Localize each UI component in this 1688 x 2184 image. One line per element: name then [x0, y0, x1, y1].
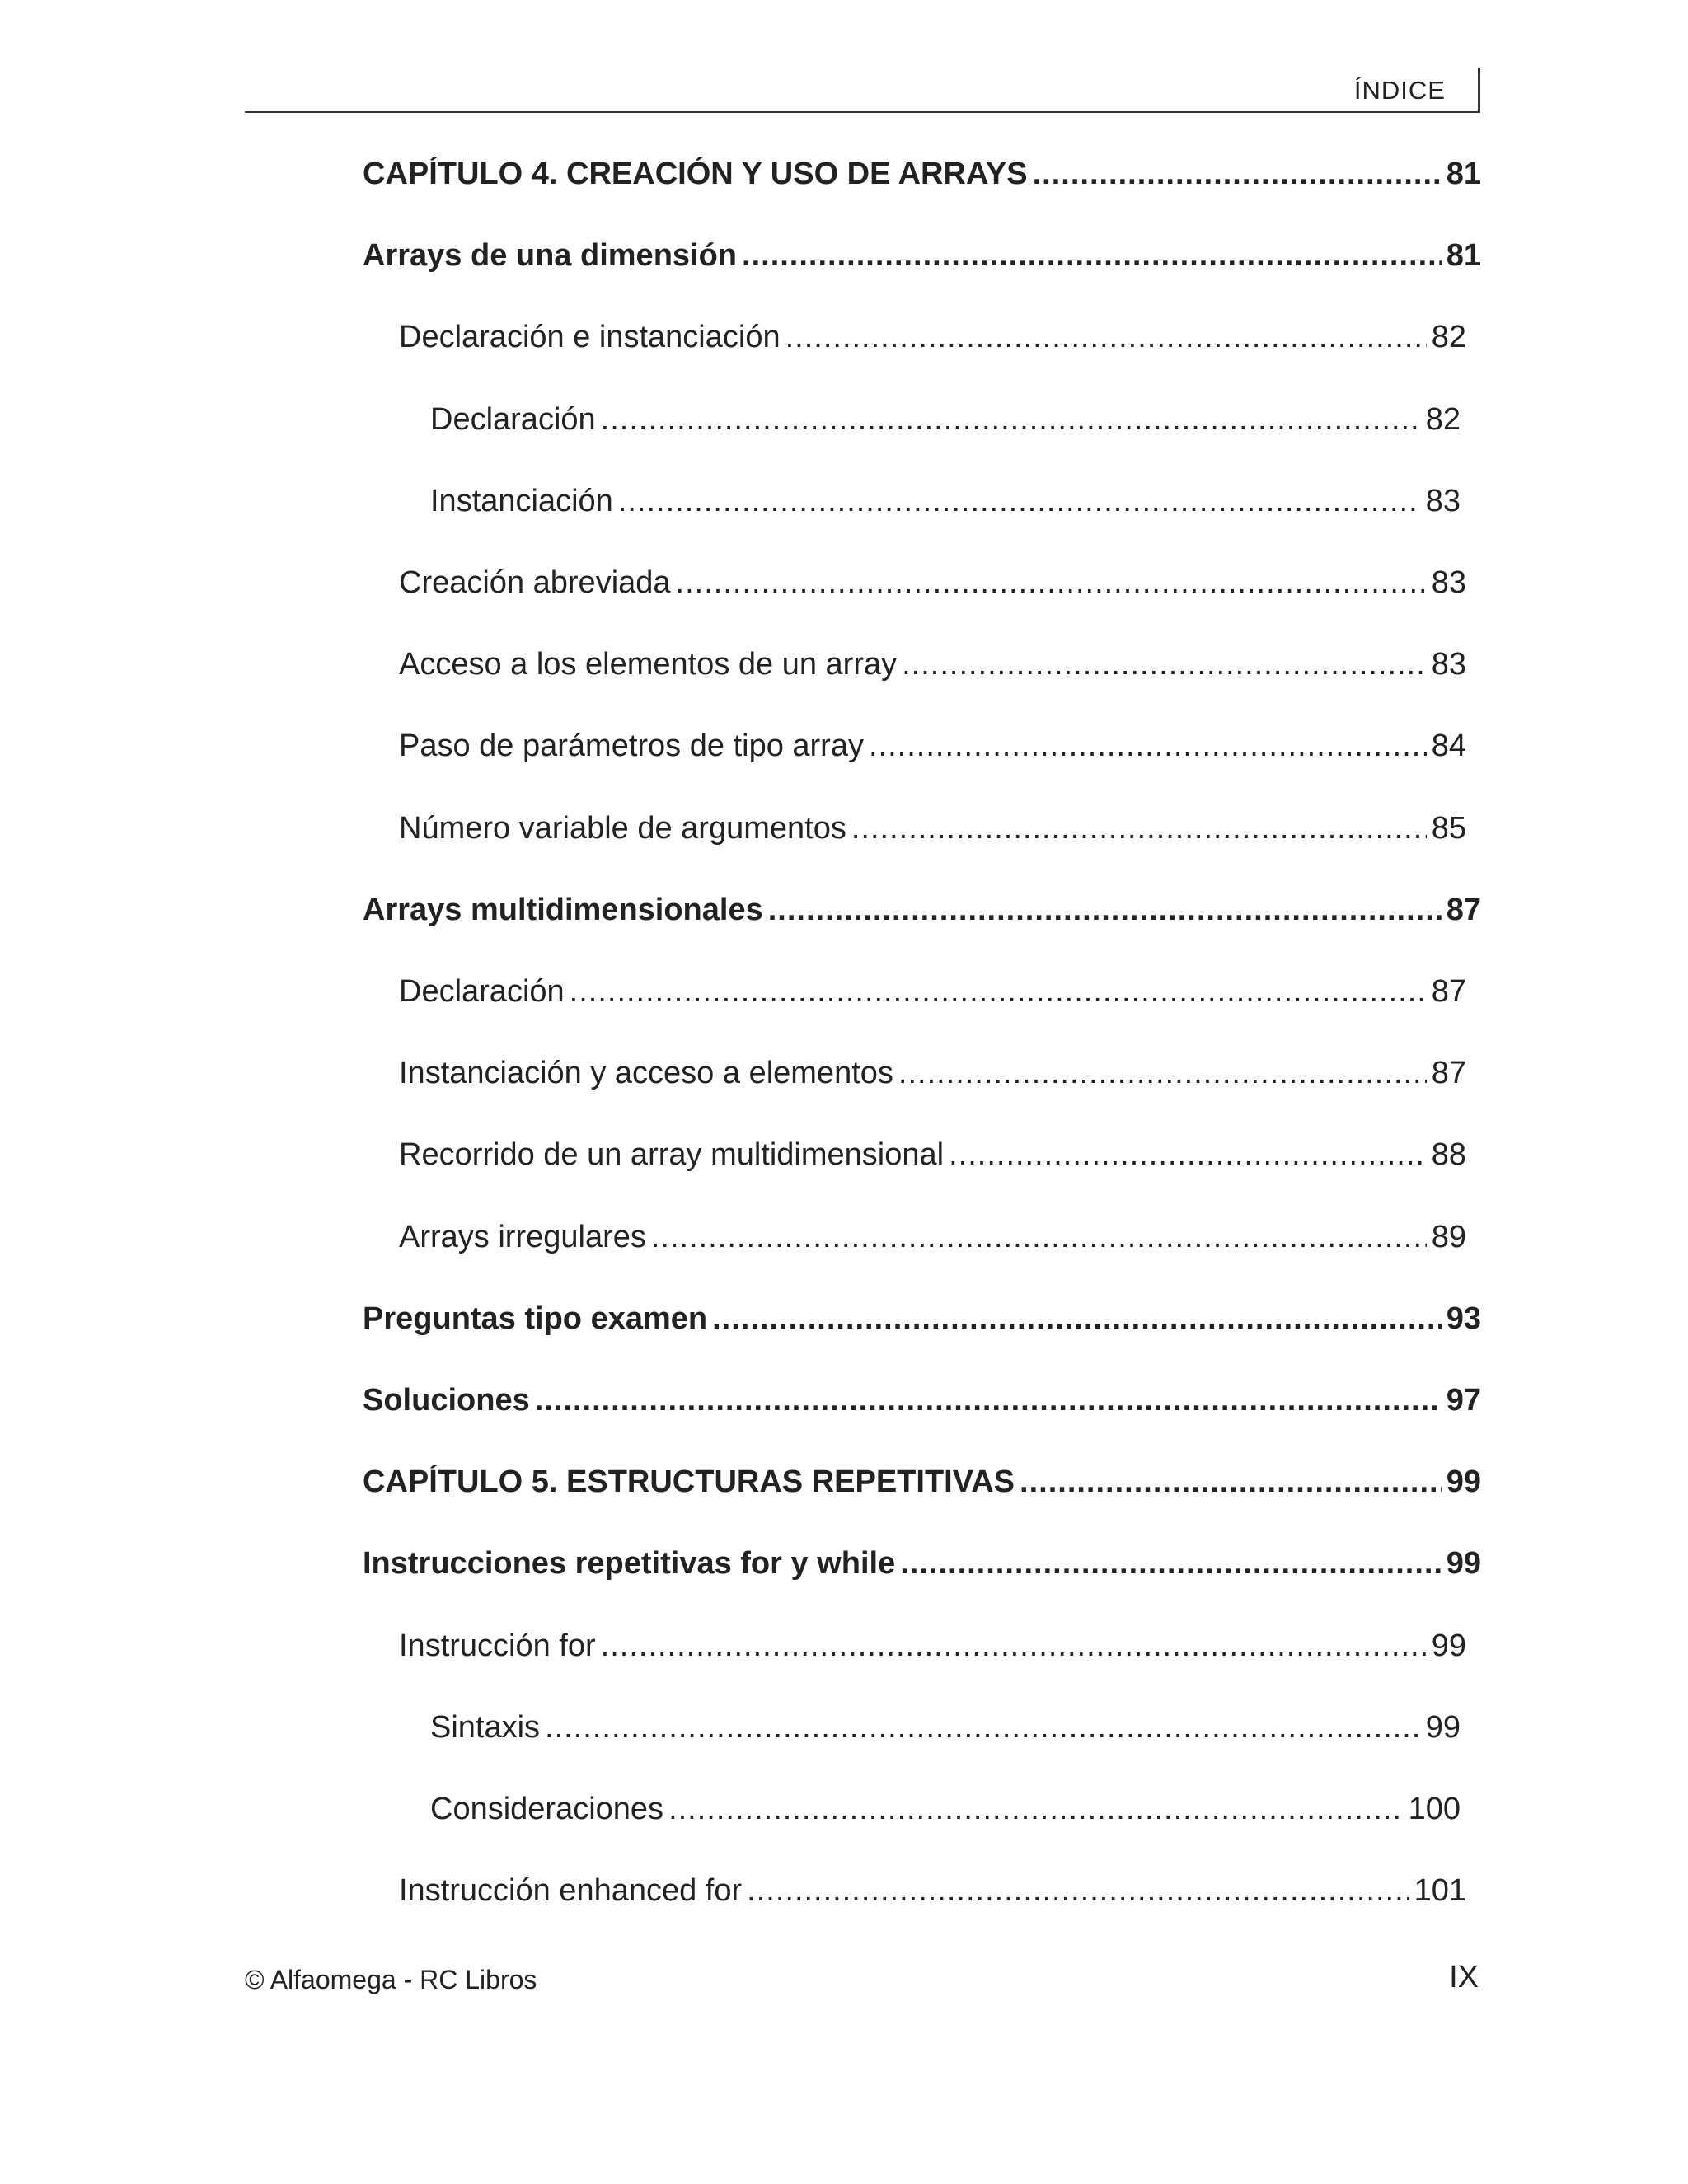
toc-entry-title: Consideraciones — [430, 1792, 664, 1826]
toc-dot-leader — [747, 1873, 1409, 1909]
footer-page-number: IX — [1449, 1960, 1479, 1994]
toc-entry-page-number: 83 — [1431, 565, 1466, 600]
toc-entry-title: Declaración — [399, 974, 565, 1009]
toc-dot-leader — [618, 484, 1421, 519]
toc-entry[interactable] — [363, 157, 1481, 192]
toc-dot-leader — [535, 1383, 1442, 1418]
toc-entry[interactable] — [399, 729, 1466, 764]
toc-dot-leader — [742, 238, 1442, 274]
toc-entry-title: Instanciación — [430, 484, 613, 518]
toc-entry-title: Preguntas tipo examen — [363, 1301, 708, 1336]
toc-entry-page-number: 84 — [1431, 729, 1466, 763]
toc-entry-title: Acceso a los elementos de un array — [399, 647, 898, 682]
toc-entry[interactable] — [399, 565, 1466, 601]
toc-dot-leader — [676, 565, 1427, 601]
toc-entry-page-number: 99 — [1431, 1629, 1466, 1663]
running-header-title: ÍNDICE — [1353, 76, 1446, 105]
toc-dot-leader — [601, 1629, 1427, 1664]
toc-dot-leader — [651, 1220, 1427, 1255]
toc-entry-title: Soluciones — [363, 1383, 530, 1418]
toc-entry[interactable] — [363, 238, 1481, 274]
toc-entry[interactable] — [430, 402, 1461, 438]
toc-entry-page-number: 89 — [1431, 1220, 1466, 1254]
toc-entry-page-number: 101 — [1414, 1873, 1466, 1908]
toc-entry[interactable] — [363, 1383, 1481, 1418]
toc-entry-title: Instrucciones repetitivas for y while — [363, 1546, 896, 1581]
toc-entry-page-number: 87 — [1446, 893, 1481, 927]
toc-entry-title: Instrucción enhanced for — [399, 1873, 743, 1908]
toc-entry-title: Instrucción for — [399, 1629, 596, 1663]
toc-entry[interactable] — [363, 1301, 1481, 1337]
toc-entry-title: Paso de parámetros de tipo array — [399, 729, 864, 763]
toc-entry[interactable] — [430, 484, 1461, 519]
toc-entry-title: Declaración e instanciación — [399, 320, 781, 354]
toc-entry[interactable] — [363, 1546, 1481, 1582]
toc-entry-page-number: 87 — [1431, 974, 1466, 1009]
footer-publisher: © Alfaomega - RC Libros — [245, 1965, 537, 1994]
toc-entry[interactable] — [430, 1792, 1461, 1827]
toc-dot-leader — [902, 647, 1427, 682]
toc-entry[interactable] — [399, 1629, 1466, 1664]
toc-entry-title: Arrays irregulares — [399, 1220, 646, 1254]
toc-entry-page-number: 87 — [1431, 1056, 1466, 1090]
toc-dot-leader — [1020, 1465, 1442, 1500]
toc-entry-title: CAPÍTULO 4. CREACIÓN Y USO DE ARRAYS — [363, 157, 1028, 191]
toc-entry-page-number: 93 — [1446, 1301, 1481, 1336]
header-rule — [245, 111, 1479, 113]
toc-entry[interactable] — [399, 1056, 1466, 1091]
toc-dot-leader — [898, 1056, 1427, 1091]
toc-entry-page-number: 88 — [1431, 1137, 1466, 1172]
toc-entry[interactable] — [363, 893, 1481, 928]
toc-entry-page-number: 85 — [1431, 811, 1466, 846]
toc-dot-leader — [1033, 157, 1442, 192]
toc-entry-page-number: 83 — [1425, 484, 1461, 518]
toc-entry[interactable] — [430, 1710, 1461, 1746]
header-tick — [1478, 68, 1480, 113]
toc-dot-leader — [949, 1137, 1427, 1173]
toc-dot-leader — [768, 893, 1442, 928]
toc-entry[interactable] — [399, 320, 1466, 355]
toc-dot-leader — [900, 1546, 1442, 1582]
toc-entry[interactable] — [399, 974, 1466, 1010]
toc-entry-page-number: 82 — [1431, 320, 1466, 354]
toc-dot-leader — [668, 1792, 1404, 1827]
toc-entry-page-number: 99 — [1446, 1546, 1481, 1581]
toc-dot-leader — [712, 1301, 1442, 1337]
toc-entry-page-number: 97 — [1446, 1383, 1481, 1418]
toc-entry[interactable] — [363, 1465, 1481, 1500]
toc-entry-title: Declaración — [430, 402, 596, 437]
toc-entry-title: Arrays de una dimensión — [363, 238, 738, 273]
toc-dot-leader — [570, 974, 1427, 1010]
toc-entry-title: Sintaxis — [430, 1710, 541, 1745]
toc-dot-leader — [601, 402, 1421, 438]
toc-entry-title: CAPÍTULO 5. ESTRUCTURAS REPETITIVAS — [363, 1465, 1015, 1499]
toc-entry[interactable] — [399, 647, 1466, 682]
toc-entry-page-number: 81 — [1446, 238, 1481, 273]
toc-dot-leader — [545, 1710, 1421, 1746]
toc-entry-page-number: 99 — [1425, 1710, 1461, 1745]
toc-dot-leader — [851, 811, 1427, 846]
toc-entry[interactable] — [399, 1220, 1466, 1255]
toc-dot-leader — [785, 320, 1427, 355]
toc-entry-title: Número variable de argumentos — [399, 811, 846, 846]
toc-entry-title: Arrays multidimensionales — [363, 893, 763, 927]
toc-entry-page-number: 81 — [1446, 157, 1481, 191]
toc-entry[interactable] — [399, 811, 1466, 846]
toc-entry-page-number: 83 — [1431, 647, 1466, 682]
toc-dot-leader — [869, 729, 1427, 764]
toc-entry-page-number: 100 — [1408, 1792, 1461, 1826]
toc-entry-title: Instanciación y acceso a elementos — [399, 1056, 893, 1090]
toc-entry-page-number: 82 — [1425, 402, 1461, 437]
toc-entry-title: Creación abreviada — [399, 565, 671, 600]
toc-entry-title: Recorrido de un array multidimensional — [399, 1137, 945, 1172]
toc-entry-page-number: 99 — [1446, 1465, 1481, 1499]
toc-entry[interactable] — [399, 1137, 1466, 1173]
toc-entry[interactable] — [399, 1873, 1466, 1909]
